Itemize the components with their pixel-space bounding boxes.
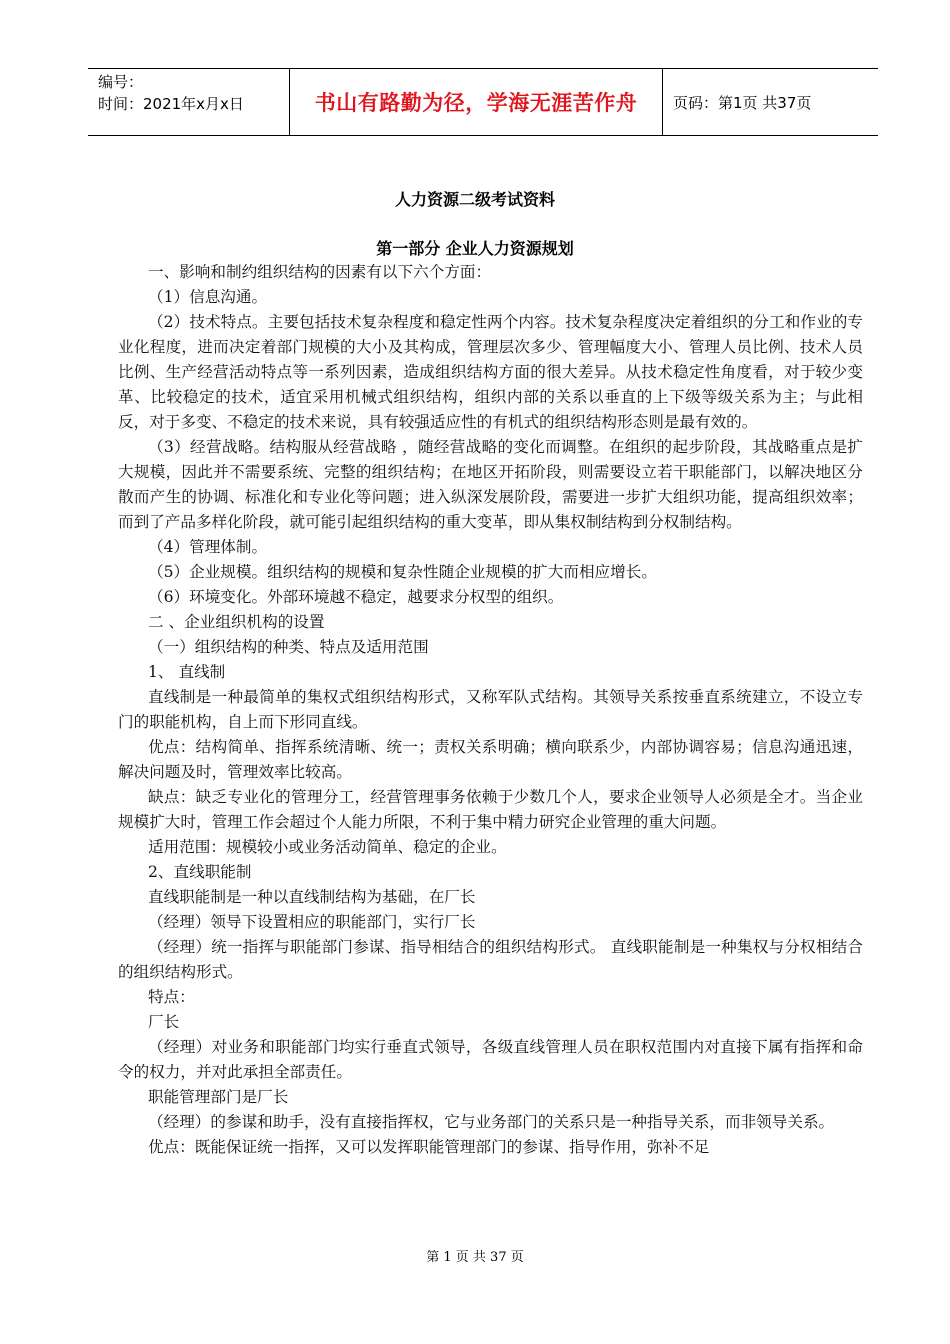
paragraph: （2）技术特点。主要包括技术复杂程度和稳定性两个内容。技术复杂程度决定着组织的分工和作业的专业化程度，进而决定着部门规模的大小及其构成，管理层次多少、管理幅度大小、管理人员比例、技术人员比例、生产经营活动特点等一系列因素，造成组织结构方面的很大差异。从技术稳定性角度看，对于较少变革、比较稳定的技术，适宜采用机械式组织结构，组织内部的关系以垂直的上下级等级关系为主；与此相反，对于多变、不稳定的技术来说，具有较强适应性的有机式的组织结构形态则是最有效的。 (118, 313, 863, 431)
paragraph: 2、直线职能制 (148, 863, 252, 881)
page-number-label: 页码：第1页 共37页 (673, 93, 812, 112)
paragraph: （1）信息沟通。 (148, 288, 268, 306)
paragraph: 直线制是一种最简单的集权式组织结构形式，又称军队式结构。其领导关系按垂直系统建立，不设立专门的职能机构，自上而下形同直线。 (118, 688, 863, 731)
paragraph: 厂长 (148, 1013, 180, 1031)
page-footer: 第 1 页 共 37 页 (426, 1250, 524, 1265)
paragraph: 二 、企业组织机构的设置 (148, 613, 325, 631)
paragraph: 特点： (148, 988, 195, 1006)
document-title: 人力资源二级考试资料 (394, 190, 555, 209)
paragraph: 一、影响和制约组织结构的因素有以下六个方面： (148, 263, 492, 281)
paragraph: （经理）领导下设置相应的职能部门，实行厂长 (148, 913, 476, 931)
motto: 书山有路勤为径，学海无涯苦作舟 (289, 69, 663, 135)
paragraph: （经理）统一指挥与职能部门参谋、指导相结合的组织结构形式。 直线职能制是一种集权与分权相结合的组织结构形式。 (118, 938, 863, 981)
document-body (118, 260, 863, 1160)
paragraph: 优点：既能保证统一指挥，又可以发挥职能管理部门的参谋、指导作用，弥补不足 (148, 1138, 710, 1156)
paragraph: 直线职能制是一种以直线制结构为基础，在厂长 (148, 888, 476, 906)
paragraph: 适用范围：规模较小或业务活动简单、稳定的企业。 (148, 838, 507, 856)
paragraph: （3）经营战略。结构服从经营战略 ，随经营战略的变化而调整。在组织的起步阶段，其战略重点是扩大规模，因此并不需要系统、完整的组织结构；在地区开拓阶段，则需要设立若干职能部门，以解决地区分散而产生的协调、标准化和专业化等问题；进入纵深发展阶段，需要进一步扩大组织功能，提高组织效率；而到了产品多样化阶段，就可能引起组织结构的重大变革，即从集权制结构到分权制结构。 (118, 438, 863, 531)
paragraph: （6）环境变化。外部环境越不稳定，越要求分权型的组织。 (148, 588, 564, 606)
paragraph: （5）企业规模。组织结构的规模和复杂性随企业规模的扩大而相应增长。 (148, 563, 657, 581)
paragraph: 缺点：缺乏专业化的管理分工，经营管理事务依赖于少数几个人，要求企业领导人必须是全才。当企业规模扩大时，管理工作会超过个人能力所限，不利于集中精力研究企业管理的重大问题。 (118, 788, 863, 831)
paragraph: （经理）对业务和职能部门均实行垂直式领导，各级直线管理人员在职权范围内对直接下属有指挥和命令的权力，并对此承担全部责任。 (118, 1038, 863, 1081)
paragraph: （4）管理体制。 (148, 538, 268, 556)
paragraph: 1、 直线制 (148, 663, 226, 681)
header-meta-cell (88, 69, 289, 135)
paragraph: 职能管理部门是厂长 (148, 1088, 289, 1106)
serial-label: 编号： (98, 73, 144, 91)
paragraph: 优点：结构简单、指挥系统清晰、统一；责权关系明确；横向联系少，内部协调容易；信息沟通迅速，解决问题及时，管理效率比较高。 (118, 738, 863, 781)
time-label: 时间：2021年x月x日 (98, 95, 244, 113)
paragraph: （一）组织结构的种类、特点及适用范围 (148, 638, 429, 656)
header-table (88, 68, 878, 136)
section-title: 第一部分 企业人力资源规划 (376, 239, 574, 258)
paragraph: （经理）的参谋和助手，没有直接指挥权，它与业务部门的关系只是一种指导关系，而非领导关系。 (148, 1113, 835, 1131)
